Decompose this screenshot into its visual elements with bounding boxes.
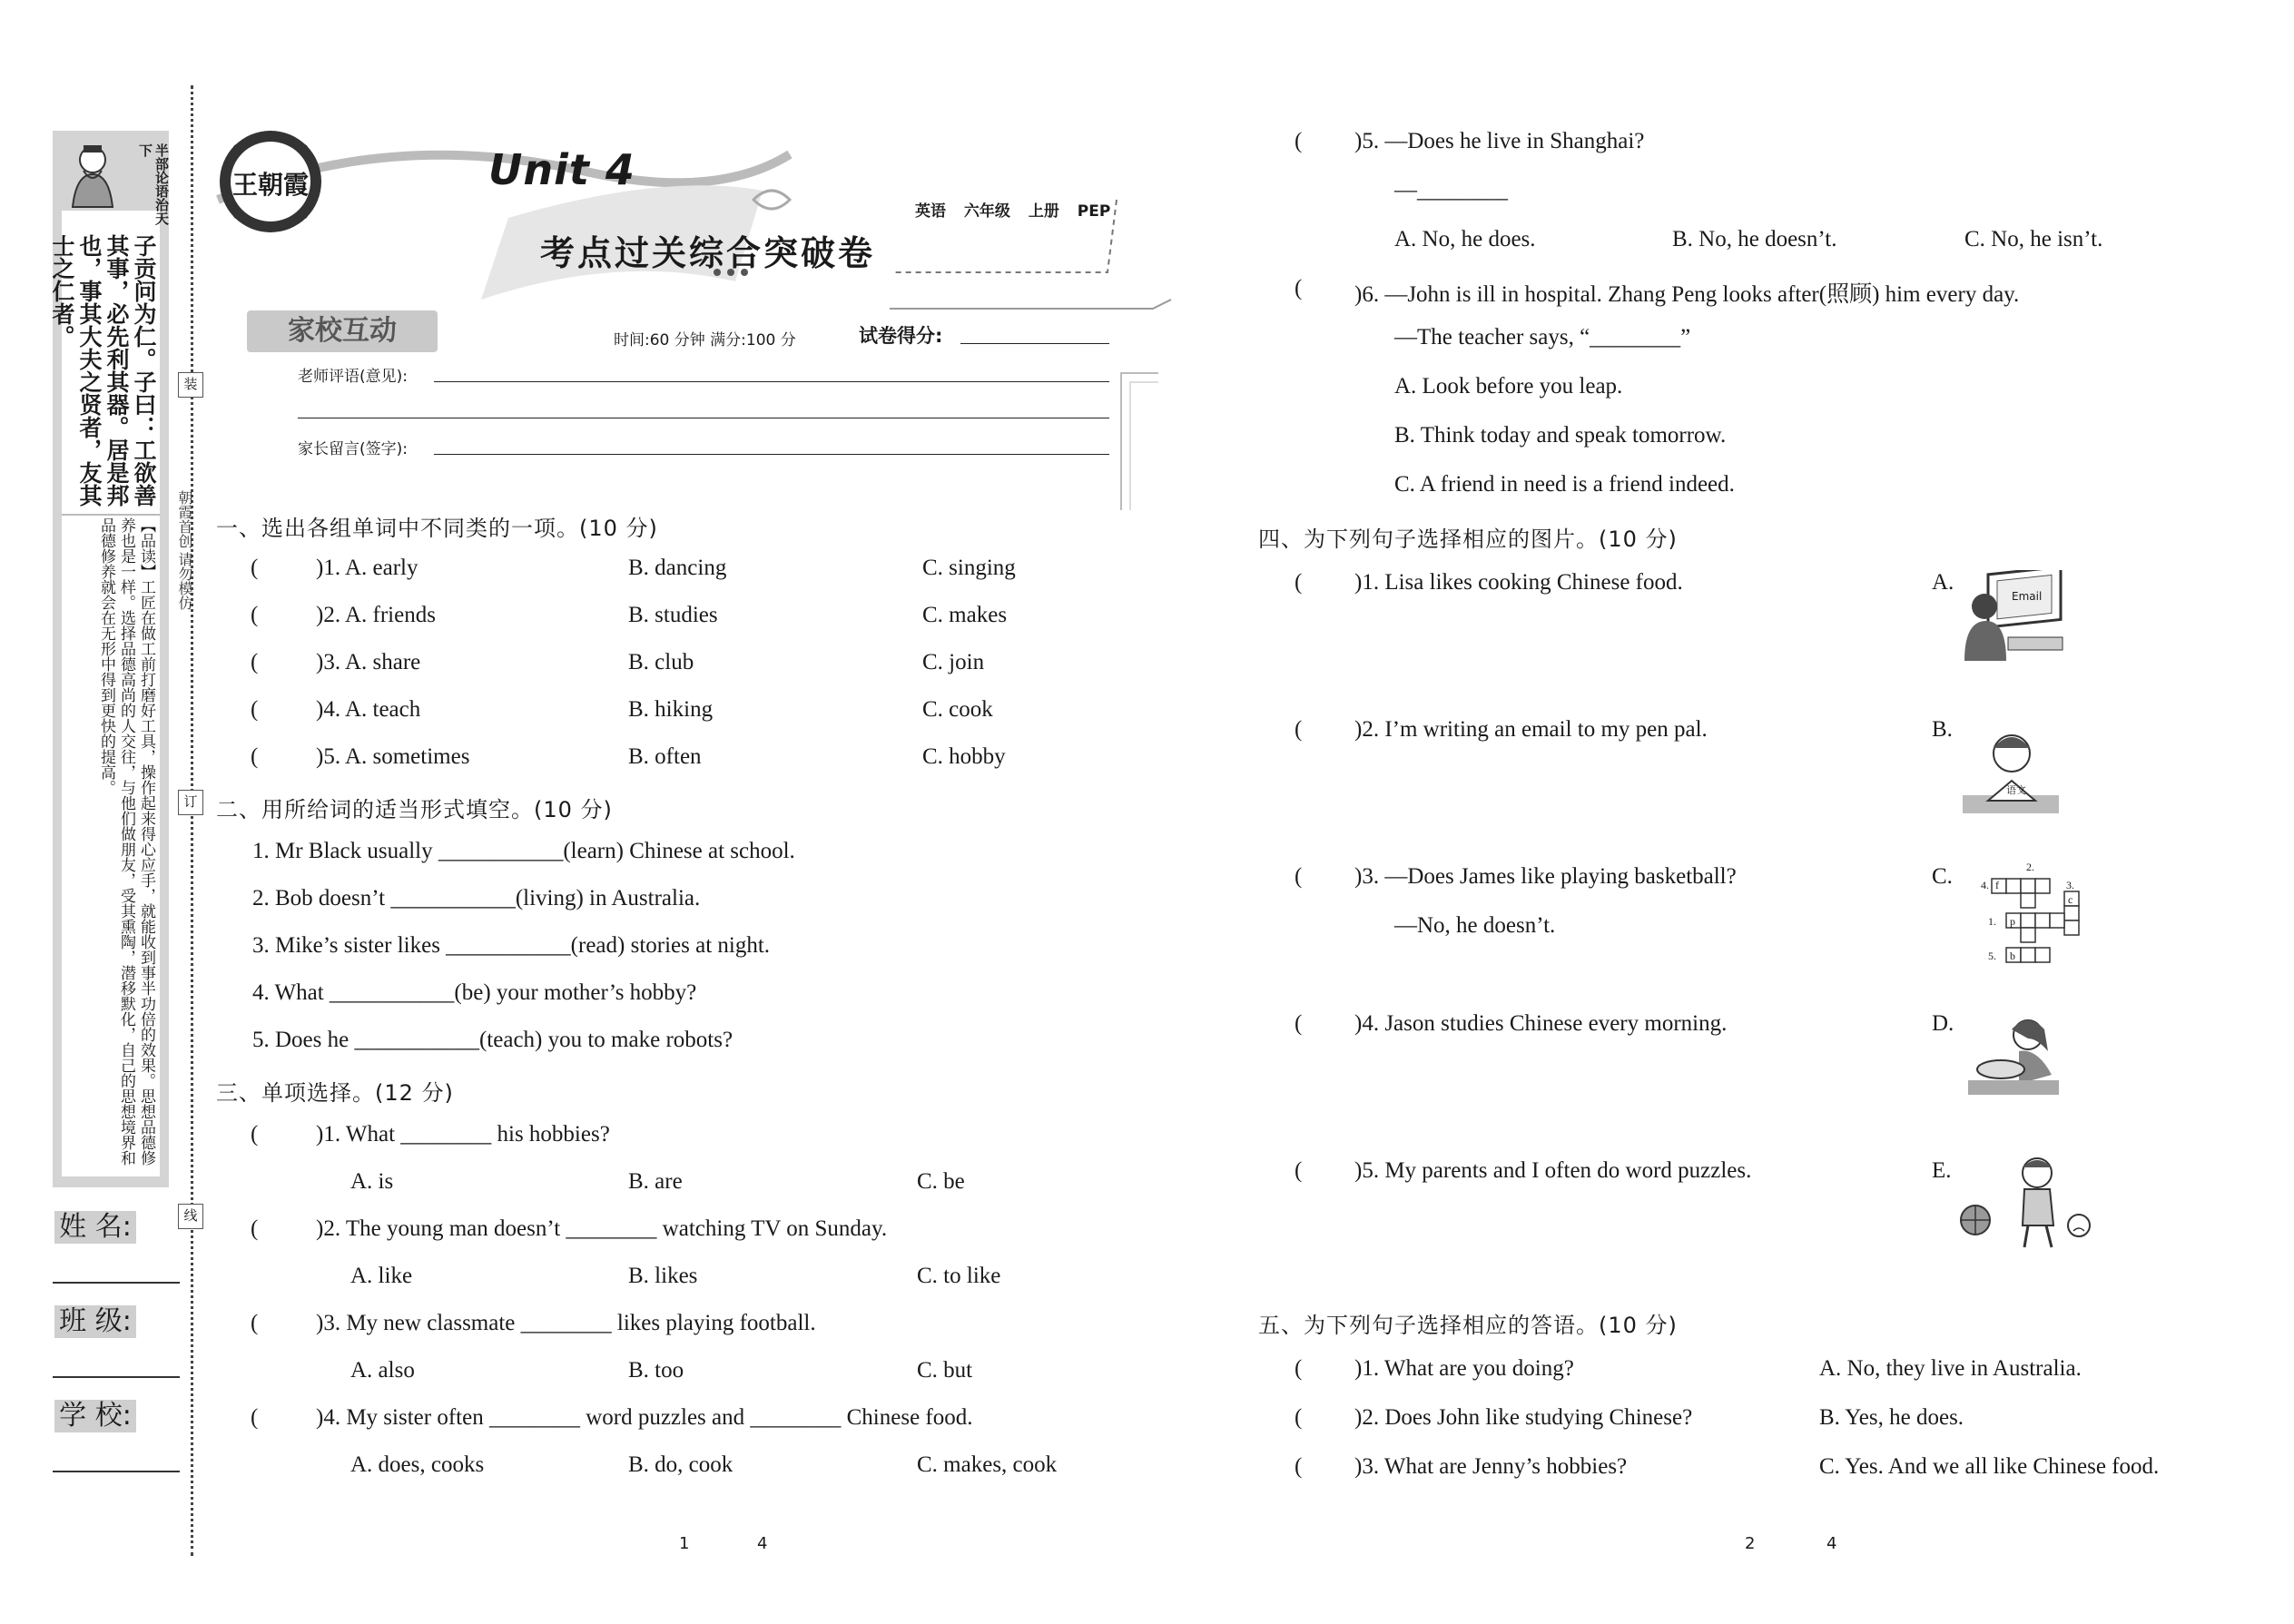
- s2-item-5: 5. Does he ___________(teach) you to make robots?: [252, 1028, 733, 1052]
- s1-q5-c: C. hobby: [922, 744, 1006, 769]
- s4-opt-e: E.: [1932, 1158, 1952, 1183]
- s3-q2-c: C. to like: [917, 1264, 1001, 1288]
- s3-q5-c: C. No, he isn’t.: [1964, 227, 2103, 251]
- s4-q1-paren[interactable]: (: [1295, 570, 1303, 595]
- s1-q3-a: )3. A. share: [316, 650, 421, 674]
- s3-q4: )4. My sister often ________ word puzzles and ________ Chinese food.: [316, 1405, 973, 1430]
- header-corner-deco-2: [1129, 381, 1158, 510]
- s4-q3-answer: —No, he doesn’t.: [1394, 913, 1556, 938]
- s1-q1-b: B. dancing: [628, 556, 727, 580]
- s4-opt-a: A.: [1932, 570, 1954, 595]
- pic-a-label: Email: [2012, 590, 2043, 603]
- s1-q2-paren[interactable]: (: [251, 603, 259, 627]
- s5-a2: B. Yes, he does.: [1819, 1405, 1964, 1430]
- cw-letter-p: p: [2010, 915, 2015, 928]
- s3-q6-paren[interactable]: (: [1295, 276, 1303, 300]
- page-number-right-a: 2: [1745, 1534, 1756, 1553]
- s1-q5-b: B. often: [628, 744, 702, 769]
- score-label: 试卷得分:: [859, 325, 943, 347]
- unit-title: Unit 4: [488, 145, 635, 194]
- s3-q6-line2: —The teacher says, “________”: [1394, 325, 1691, 349]
- s3-q5-paren[interactable]: (: [1295, 129, 1303, 153]
- s3-q3: )3. My new classmate ________ likes playing football.: [316, 1311, 816, 1335]
- s4-q4-paren[interactable]: (: [1295, 1011, 1303, 1036]
- s5-q3: )3. What are Jenny’s hobbies?: [1354, 1454, 1628, 1479]
- cw-letter-c: c: [2068, 893, 2073, 906]
- cw-letter-f: f: [1995, 879, 1999, 891]
- s1-q5-a: )5. A. sometimes: [316, 744, 470, 769]
- s3-q6: )6. —John is ill in hospital. Zhang Peng looks after(照顾) him every day.: [1354, 282, 2020, 307]
- s1-q1-paren[interactable]: (: [251, 556, 259, 580]
- girl-cooking-picture-icon: [1964, 1011, 2064, 1102]
- s3-q1-a: A. is: [350, 1169, 394, 1194]
- s1-q2-a: )2. A. friends: [316, 603, 436, 627]
- s1-q1-a: )1. A. early: [316, 556, 418, 580]
- s4-opt-c: C.: [1932, 864, 1953, 889]
- s4-q5: )5. My parents and I often do word puzzles.: [1354, 1158, 1752, 1183]
- s5-q3-paren[interactable]: (: [1295, 1454, 1303, 1479]
- s3-q5-a: A. No, he does.: [1394, 227, 1536, 251]
- s2-item-3: 3. Mike’s sister likes ___________(read) stories at night.: [252, 933, 771, 958]
- section1-title: 一、选出各组单词中不同类的一项。(10 分): [216, 516, 658, 541]
- teacher-comment-line[interactable]: [434, 381, 1109, 382]
- sidebar-motto: 半部论语治天下: [137, 143, 168, 225]
- s1-q4-c: C. cook: [922, 697, 993, 722]
- s4-q3-paren[interactable]: (: [1295, 864, 1303, 889]
- s3-q6-a: A. Look before you leap.: [1394, 374, 1623, 399]
- s4-q1: )1. Lisa likes cooking Chinese food.: [1354, 570, 1683, 595]
- s1-q4-paren[interactable]: (: [251, 697, 259, 722]
- cw-letter-b: b: [2010, 950, 2015, 962]
- s4-q4: )4. Jason studies Chinese every morning.: [1354, 1011, 1728, 1036]
- s3-q2: )2. The young man doesn’t ________ watching TV on Sunday.: [316, 1216, 888, 1241]
- cut-mark-2: 订: [178, 790, 203, 815]
- sidebar-quote: 子贡问为仁。子曰：工欲善其事，必先利其器。居是邦也，事其大夫之贤者，友其士之仁者。: [49, 234, 155, 507]
- name-label: 姓 名:: [54, 1211, 136, 1244]
- section5-title: 五、为下列句子选择相应的答语。(10 分): [1258, 1313, 1678, 1338]
- computer-email-picture-icon: [1961, 570, 2070, 661]
- s1-q1-c: C. singing: [922, 556, 1016, 580]
- parent-note-line[interactable]: [434, 454, 1109, 455]
- cw-label-3: 3.: [2066, 879, 2074, 891]
- page-number-left-a: 1: [679, 1534, 690, 1553]
- s2-item-1: 1. Mr Black usually ___________(learn) Chinese at school.: [252, 839, 795, 863]
- s4-q5-paren[interactable]: (: [1295, 1158, 1303, 1183]
- s2-item-2: 2. Bob doesn’t ___________(living) in Australia.: [252, 886, 701, 910]
- s3-q3-c: C. but: [917, 1358, 973, 1383]
- s5-a3: C. Yes. And we all like Chinese food.: [1819, 1454, 2160, 1479]
- s3-q5: )5. —Does he live in Shanghai?: [1354, 129, 1645, 153]
- s3-q1-c: C. be: [917, 1169, 965, 1194]
- s4-q3: )3. —Does James like playing basketball?: [1354, 864, 1737, 889]
- s3-q1-b: B. are: [628, 1169, 683, 1194]
- section2-title: 二、用所给词的适当形式填空。(10 分): [216, 797, 613, 822]
- s3-q3-a: A. also: [350, 1358, 415, 1383]
- cw-label-1: 1.: [1988, 915, 1996, 928]
- home-school-badge: 家校互动: [247, 310, 438, 352]
- teacher-comment-label: 老师评语(意见):: [298, 368, 408, 386]
- s1-q2-b: B. studies: [628, 603, 718, 627]
- boy-basketball-picture-icon: [1952, 1153, 2097, 1253]
- s5-a1: A. No, they live in Australia.: [1819, 1356, 2082, 1381]
- time-info: 时间:60 分钟 满分:100 分: [614, 331, 796, 349]
- s3-q3-paren[interactable]: (: [251, 1311, 259, 1335]
- cut-dashed-line: [191, 85, 193, 1556]
- class-label: 班 级:: [54, 1305, 136, 1338]
- name-line[interactable]: [53, 1282, 180, 1284]
- boy-reading-picture-icon: [1961, 726, 2061, 817]
- s1-q2-c: C. makes: [922, 603, 1008, 627]
- page-number-right-b: 4: [1826, 1534, 1837, 1553]
- cut-mark-1: 装: [178, 372, 203, 398]
- page-number-left-b: 4: [757, 1534, 768, 1553]
- s1-q5-paren[interactable]: (: [251, 744, 259, 769]
- side-copyright: 朝霞首创 请勿模仿: [176, 490, 192, 610]
- s1-q3-paren[interactable]: (: [251, 650, 259, 674]
- s4-q2: )2. I’m writing an email to my pen pal.: [1354, 717, 1708, 742]
- s3-q6-c: C. A friend in need is a friend indeed.: [1394, 472, 1735, 497]
- s3-q5-blank: —________: [1394, 178, 1508, 202]
- s4-opt-b: B.: [1932, 717, 1953, 742]
- parent-note-label: 家长留言(签字):: [298, 440, 408, 458]
- s3-q5-b: B. No, he doesn’t.: [1672, 227, 1837, 251]
- cw-label-4: 4.: [1981, 879, 1989, 891]
- s1-q3-b: B. club: [628, 650, 694, 674]
- school-line[interactable]: [53, 1471, 180, 1472]
- s1-q4-b: B. hiking: [628, 697, 714, 722]
- s5-q1: )1. What are you doing?: [1354, 1356, 1574, 1381]
- s3-q1-paren[interactable]: (: [251, 1122, 259, 1147]
- s5-q1-paren[interactable]: (: [1295, 1356, 1303, 1381]
- s5-q2: )2. Does John like studying Chinese?: [1354, 1405, 1693, 1430]
- s2-item-4: 4. What ___________(be) your mother’s hobby?: [252, 980, 697, 1005]
- subject-meta: 英语 六年级 上册 PEP: [915, 202, 1111, 221]
- section4-title: 四、为下列句子选择相应的图片。(10 分): [1258, 527, 1678, 552]
- s3-q1: )1. What ________ his hobbies?: [316, 1122, 610, 1147]
- s3-q3-b: B. too: [628, 1358, 684, 1383]
- cut-mark-3: 线: [178, 1204, 203, 1229]
- s5-q2-paren[interactable]: (: [1295, 1405, 1303, 1430]
- s3-q4-paren[interactable]: (: [251, 1405, 259, 1430]
- s3-q4-c: C. makes, cook: [917, 1452, 1058, 1477]
- s3-q6-b: B. Think today and speak tomorrow.: [1394, 423, 1727, 448]
- cw-label-2: 2.: [2026, 861, 2034, 873]
- section3-title: 三、单项选择。(12 分): [216, 1080, 454, 1106]
- s4-q2-paren[interactable]: (: [1295, 717, 1303, 742]
- s3-q2-b: B. likes: [628, 1264, 698, 1288]
- s1-q4-a: )4. A. teach: [316, 697, 421, 722]
- s1-q3-c: C. join: [922, 650, 985, 674]
- s3-q4-a: A. does, cooks: [350, 1452, 485, 1477]
- cw-label-5: 5.: [1988, 950, 1996, 962]
- sidebar-pinhua: 【品读】工匠在做工前打磨好工具，操作起来得心应手，就能收到事半功倍的效果。思想品德修养也是一样。选择品德高尚的人交往，与他们做朋友，受其熏陶，潜移默化，自己的思想境界和品德修养就会在无形中得到更快的提高。: [98, 517, 155, 1166]
- pic-b-label: 语文: [2006, 784, 2026, 796]
- s3-q2-paren[interactable]: (: [251, 1216, 259, 1241]
- confucius-illustration-icon: [56, 134, 131, 209]
- s4-opt-d: D.: [1932, 1011, 1954, 1036]
- score-line[interactable]: [960, 343, 1109, 344]
- exam-title: 考点过关综合突破卷: [540, 232, 876, 273]
- class-line[interactable]: [53, 1376, 180, 1378]
- s3-q4-b: B. do, cook: [628, 1452, 733, 1477]
- logo-text: 王朝霞: [231, 170, 309, 200]
- s3-q2-a: A. like: [350, 1264, 413, 1288]
- sidebar-divider: [62, 514, 160, 516]
- school-label: 学 校:: [54, 1400, 136, 1432]
